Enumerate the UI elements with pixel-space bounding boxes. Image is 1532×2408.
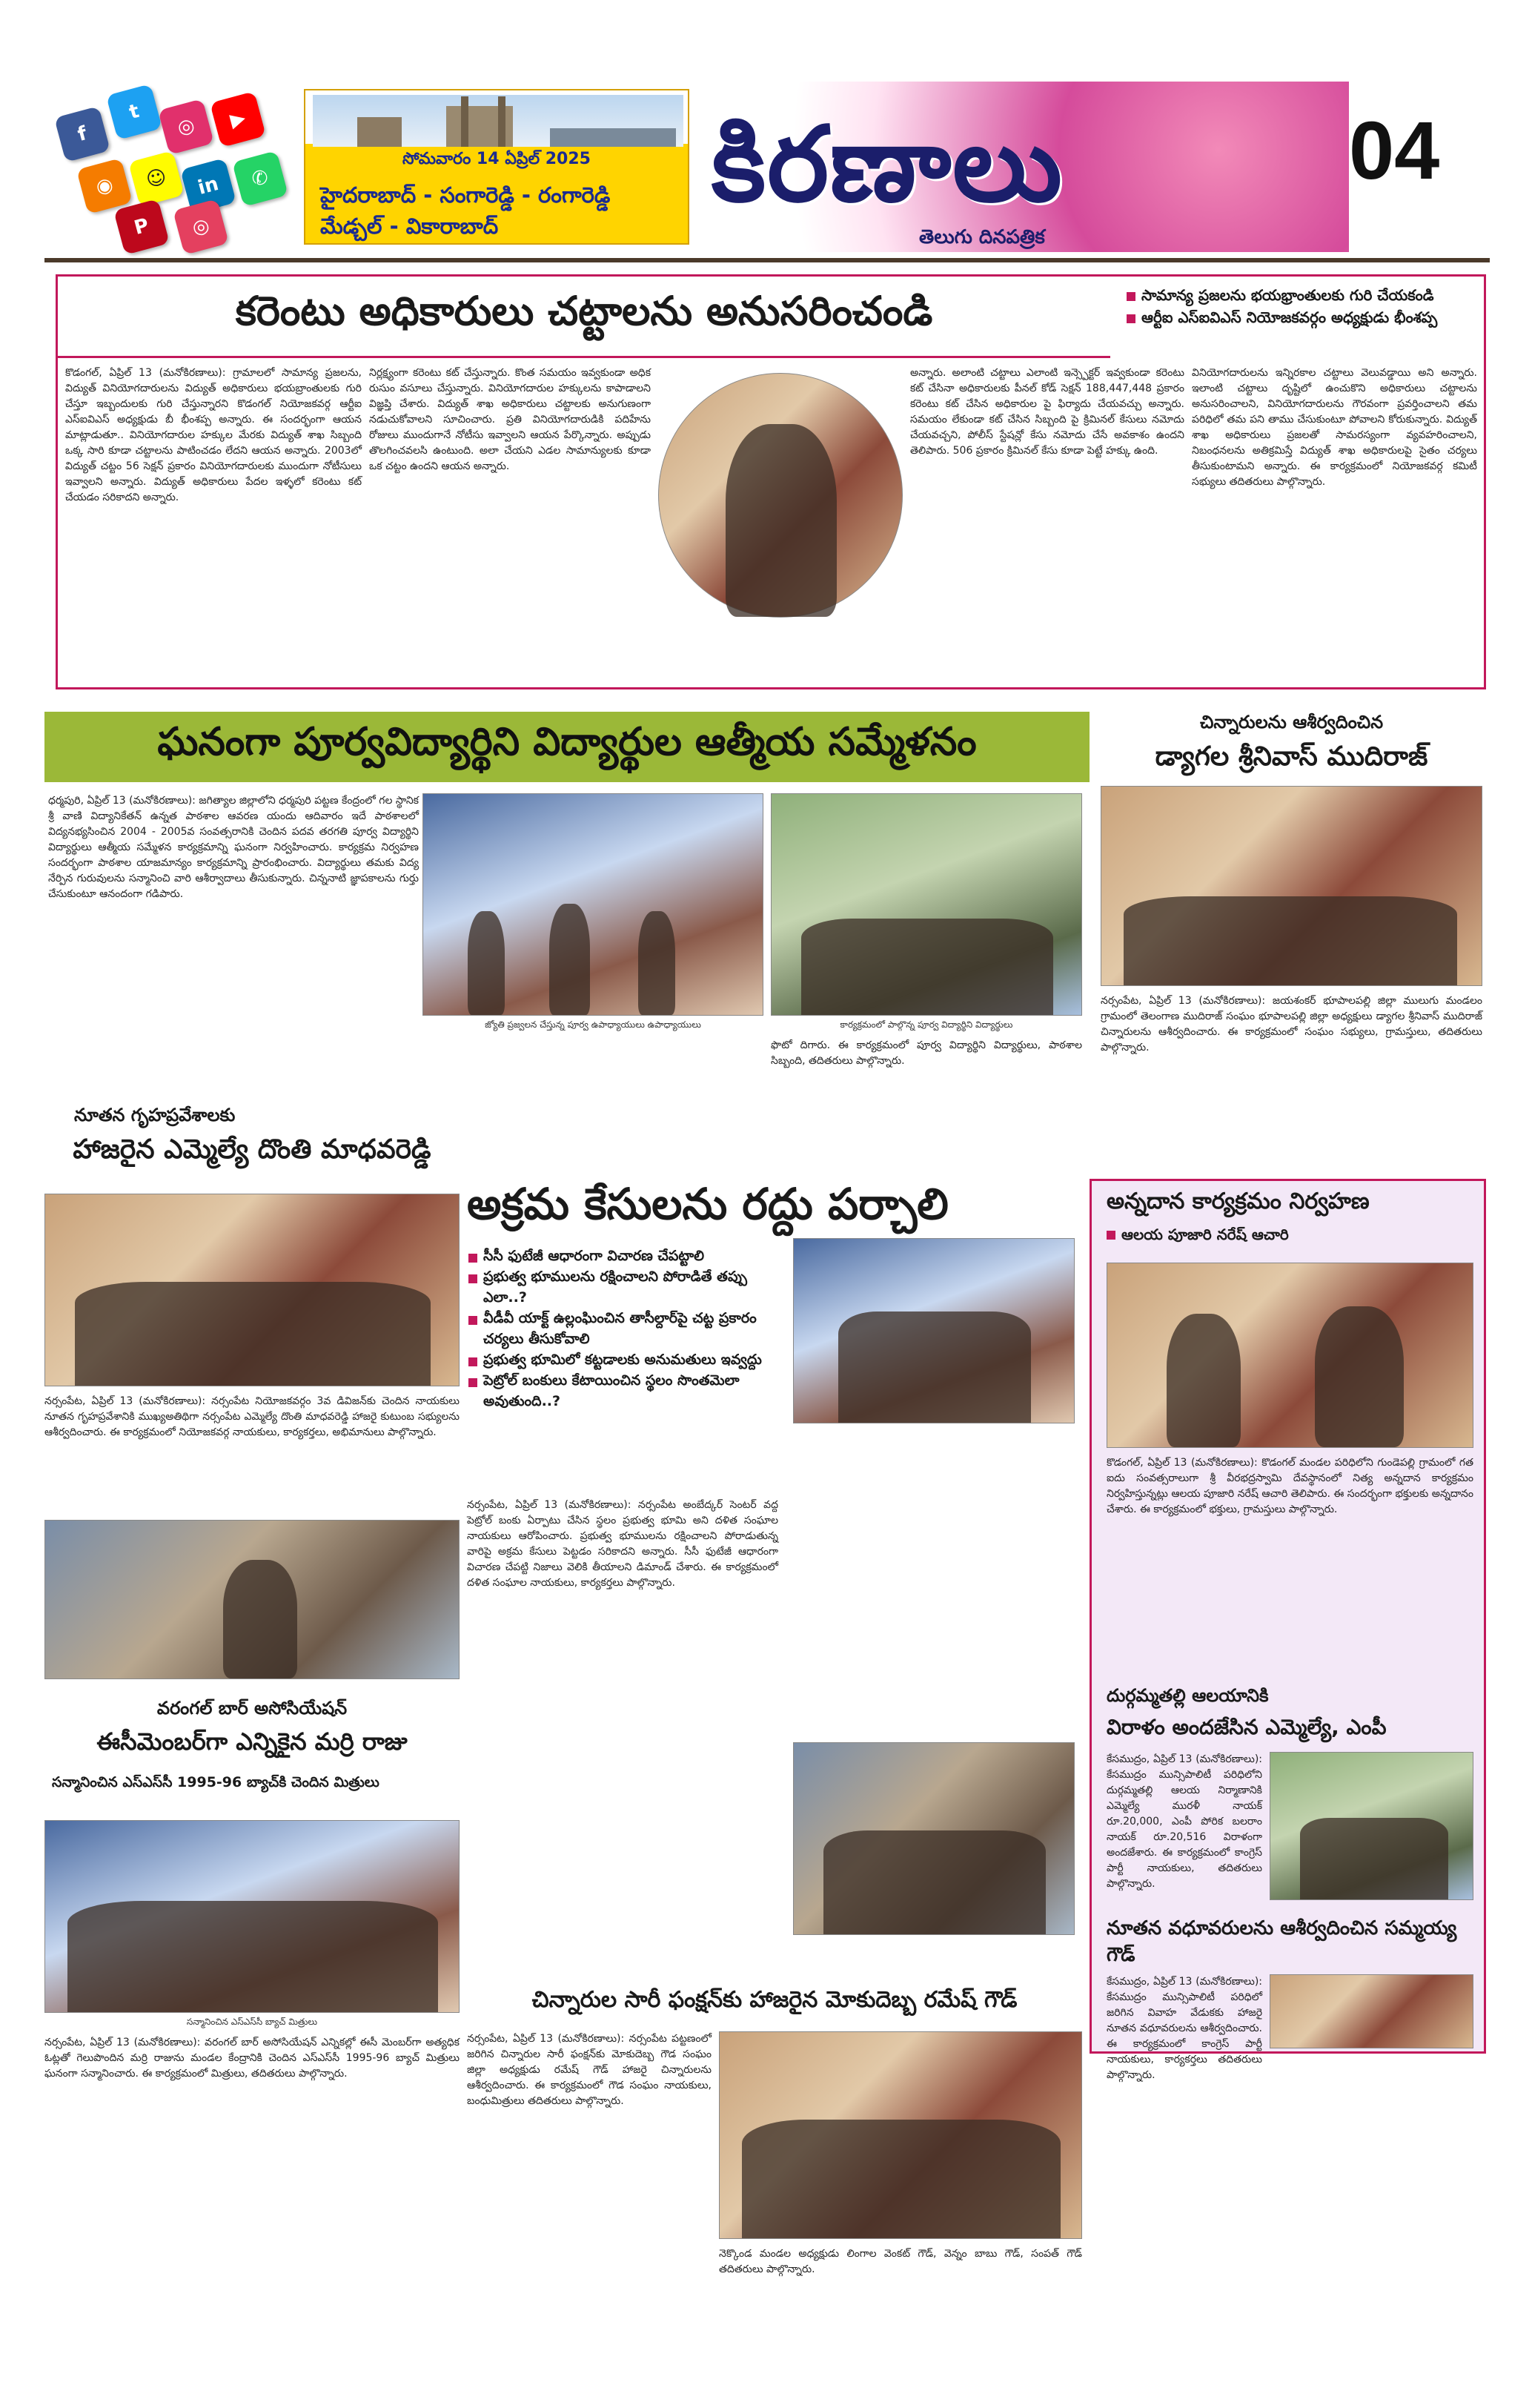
story-temple-kicker: దుర్గమ్మతల్లి ఆలయానికి [1107,1685,1269,1706]
story-false-cases-points [467,1246,786,1490]
bar-photo-caption: సన్మానించిన ఎస్ఎస్‌సీ బ్యాచ్ మిత్రులు [44,2017,460,2029]
cities-line-2: మేడ్చల్ - వికారాబాద్ [320,214,499,239]
blessing-photo [1101,786,1482,986]
page-number: 04 [1349,105,1440,196]
point-bullet: ప్రభుత్వ భూమిలో కట్టడాలకు అనుమతులు ఇవ్వద్దు [467,1349,786,1370]
story-alumni-body-2: ఫొటో దిగారు. ఈ కార్యక్రమంలో పూర్వ విద్యార్థిని విద్యార్థులు, పాఠశాల సిబ్బంది, తదితరులు పాల్గొన్నారు. [771,1039,1082,1067]
story-housewarming-kicker: నూతన గృహప్రవేశాలకు [74,1105,236,1125]
story-housewarming-body: నర్సంపేట, ఏప్రిల్ 13 (మనోకిరణాలు): నర్సంపేట నియోజకవర్గం 3వ డివిజన్‌కు చెందిన నాయకులు నూతన గృహప్రవేశానికి ముఖ్యఅతిథిగా నర్సంపేట ఎమ్మెల్యే దొంతి మాధవరెడ్డి హాజరై కుటుంబ సభ్యులను ఆశీర్వదించారు. ఈ కార్యక్రమంలో నియోజకవర్గ నాయకులు, కార్యకర్తలు, అభిమానులు పాల్గొన్నారు. [44,1395,460,1438]
story-bar-kicker: వరంగల్ బార్ అసోసియేషన్ [156,1698,348,1719]
story-bar-subhead: సన్మానించిన ఎస్ఎస్‌సీ 1995-96 బ్యాచ్‌కి చెందిన మిత్రులు [52,1774,379,1790]
story-electricity-col3: అన్నారు. అలాంటి చట్టాలు ఎలాంటి ఇన్స్పెక్టర్ ఇవ్వకుండా కరెంటు కట్ చేసినా అధికారులకు పీనల్ కోడ్ సెక్షన్ 188,447,448 ప్రకారం కరెంటు కట్ చేసిన అధికారుల పై ఫిర్యాదు చేయవచ్చు అన్నారు. సమయం లేకుండా కట్ చేసిన సిబ్బంది పై క్రిమినల్ కేసులు నమోదు చేయవచ్చని, పోలీస్ స్టేషన్లో కేసు నమోదు చేసే అవకాశం ఉందని తెలిపారు. 506 ప్రకారం క్రిమినల్ కేసు కూడా పెట్టే హక్కు ఉంది. [910,367,1184,457]
story-electricity-subheads [1125,284,1473,358]
story-annadanam-body: కొడంగల్, ఏప్రిల్ 13 (మనోకిరణాలు): కొడంగల్ మండల పరిధిలోని గుండెపల్లి గ్రామంలో గత ఐదు సంవత్సరాలుగా శ్రీ వీరభద్రస్వామి దేవస్థానంలో నిత్య అన్నదాన కార్యక్రమం నిర్వహిస్తున్నట్లు ఆలయ పూజారి నరేష్ ఆచారి తెలిపారు. ఈ సందర్భంగా భక్తులకు అన్నదానం చేశారు. ఈ కార్యక్రమంలో భక్తులు, గ్రామస్తులు పాల్గొన్నారు. [1107,1457,1473,1515]
story-electricity-col4: వినియోగదారులను ఇన్నిరకాల చట్టాలు వెలువడ్డాయి అని అన్నారు. ఇలాంటి చట్టాలు దృష్టిలో ఉంచుకొని అధికారులు చట్టాలను అనుసరించాలని, వినియోగదారులను గౌరవంగా ప్రవర్తించాలని తమ పరిధిలో తమ పని తాము చేసుకుంటూ పోవాలని కోరుకున్నారు. విద్యుత్ శాఖ అధికారులు ప్రజలతో సామరస్యంగా వ్యవహరించాలని, నిబంధనలను అతిక్రమిస్తే విద్యుత్ శాఖ అధికారులపై సైతం చర్యలు తీసుకుంటామని అన్నారు. ఈ కార్యక్రమంలో నియోజకవర్గ కమిటీ సభ్యులు తదితరులు పాల్గొన్నారు. [1192,367,1477,488]
story-electricity-col2: నిర్లక్ష్యంగా కరెంటు కట్ చేస్తున్నారు. కొంత సమయం ఇవ్వకుండా అధిక రుసుం వసూలు చేస్తున్నారు. వినియోగదారుల హక్కులను కాపాడాలని విజ్ఞప్తి చేశారు. విద్యుత్ శాఖ అధికారులు చట్టాలకు అనుగుణంగా నడుచుకోవాలని సూచించారు. ప్రతి వినియోగదారుడికి పదిహేను రోజులు ముందుగానే నోటీసు ఇవ్వాలని ఆయన పేర్కొన్నారు. అప్పుడు తొలగించవలసి ఉంటుంది. అలా చేయని ఎడల సామాన్యులకు కూడా ఒక చట్టం ఉందని ఆయన అన్నారు. [369,367,651,472]
story-wedding-body: కేసముద్రం, ఏప్రిల్ 13 (మనోకిరణాలు): కేసముద్రం మున్సిపాలిటీ పరిధిలో జరిగిన వివాహ వేడుకకు హాజరై నూతన వధూవరులను ఆశీర్వదించారు. ఈ కార్యక్రమంలో కాంగ్రెస్ పార్టీ నాయకులు, కార్యకర్తలు తదితరులు పాల్గొన్నారు. [1107,1976,1262,2081]
story-electricity-header [58,277,1110,358]
point-bullet: సీసీ ఫుటేజీ ఆధారంగా విచారణ చేపట్టాలి [467,1246,786,1266]
story-housewarming [44,1105,460,1683]
instagram-icon: ◎ [158,99,214,155]
subhead-bullet: సామాన్య ప్రజలను భయభ్రాంతులకు గురి చేయకండి [1125,284,1473,306]
city-skyline-image [313,95,683,147]
issue-date: సోమవారం 14 ఏప్రిల్ 2025 [402,150,591,168]
story-annadanam [1090,1179,1486,2081]
story-wedding-headline: నూతన వధూవరులను ఆశీర్వదించిన సమ్మయ్య గౌడ్ [1107,1917,1457,1966]
linkedin-icon: in [180,158,236,214]
story-false-cases-body: నర్సంపేట, ఏప్రిల్ 13 (మనోకిరణాలు): నర్సంపేట అంబేద్కర్ సెంటర్ వద్ద పెట్రోల్ బంకు ఏర్పాటు చేసిన స్థలం ప్రభుత్వ భూమి అని దళిత సంఘాల నాయకులు ఆరోపించారు. ప్రభుత్వ భూములను రక్షించాలని పోరాడుతున్న వారిపై అక్రమ కేసులు పెట్టడం సరికాదని అన్నారు. సీసీ ఫుటేజీ ఆధారంగా విచారణ చేపట్టి నిజాలు వెలికి తీయాలని డిమాండ్ చేశారు. ఈ కార్యక్రమంలో దళిత సంఘాల నాయకులు, కార్యకర్తలు పాల్గొన్నారు. [467,1499,778,1589]
story-false-cases-headline: అక్రమ కేసులను రద్దు పర్చాలి [467,1179,949,1229]
story-saree-function [467,1987,1082,2402]
subhead-bullet: ఆర్టీఐ ఎస్ఐవిఎస్ నియోజకవర్గం అధ్యక్షుడు భీంశప్ప [1125,306,1473,328]
story-temple-headline: విరాళం అందజేసిన ఎమ్మెల్యే, ఎంపీ [1107,1715,1387,1739]
story-electricity-col1: కొడంగల్, ఏప్రిల్ 13 (మనోకిరణాలు): గ్రామాలలో సామాన్య ప్రజలను, విద్యుత్ వినియోగదారులను విద్యుత్ అధికారులు భయబ్రాంతులకు గురి చేస్తూ ఇబ్బందులకు గురి చేస్తున్నారని కొడంగల్ నియోజకవర్గ ఆర్టీఐ ఎస్ఐవిఎస్ అధ్యక్షుడు బీ భీంశప్ప అన్నారు. ఈ సందర్భంగా ఆయన మాట్లాడుతూ.. వినియోగదారుల హక్కుల మేరకు విద్యుత్ శాఖ సిబ్బంది ఒక్క సారి కూడా చట్టాలను పాటించడం లేదని ఆయన అన్నారు. 2003లో విద్యుత్ చట్టం 56 సెక్షన్ ప్రకారం వినియోగదారులకు ముందుగా నోటీసులు ఇవ్వాలని అన్నారు. విద్యుత్ అధికారులు పేదల ఇళ్ళలో కరెంటు కట్ చేయడం సరికాదని అన్నారు. [65,367,362,503]
alumni-photo-1 [422,793,763,1016]
story-electricity [56,274,1486,689]
cities-line-1: హైదరాబాద్ - సంగారెడ్డి - రంగారెడ్డి [320,182,611,208]
temple-donation-photo [1270,1752,1473,1900]
story-alumni-meet [44,712,1090,1097]
point-bullet: వీడీవీ యాక్ట్ ఉల్లంఘించిన తాసీల్దార్‌పై చట్ట ప్రకారం చర్యలు తీసుకోవాలి [467,1308,786,1349]
saree-photo-caption: నెక్కొండ మండల అధ్యక్షుడు లింగాల వెంకట్ గౌడ్, వెన్నం బాబు గౌడ్, సంపత్ గౌడ్ తదితరులు పాల్గొన్నారు. [719,2248,1082,2275]
wedding-photo [1270,1974,1473,2048]
story-blessing-headline: డ్యాగల శ్రీనివాస్ ముదిరాజ్ [1155,741,1428,772]
twitter-icon: t [106,84,162,140]
story-temple-body: కేసముద్రం, ఏప్రిల్ 13 (మనోకిరణాలు): కేసముద్రం మున్సిపాలిటీ పరిధిలోని దుర్గమ్మతల్లి ఆలయ నిర్మాణానికి ఎమ్మెల్యే మురళీ నాయక్ రూ.20,000, ఎంపీ పోరిక బలరాం నాయక్ రూ.20,516 విరాళంగా అందజేశారు. ఈ కార్యక్రమంలో కాంగ్రెస్ పార్టీ నాయకులు, తదితరులు పాల్గొన్నారు. [1107,1753,1262,1890]
alumni-photo-1-caption: జ్యోతి ప్రజ్వలన చేస్తున్న పూర్వ ఉపాధ్యాయులు ఉపాధ్యాయులు [430,1019,756,1032]
youtube-icon: ▶ [210,91,266,148]
masthead-divider [44,258,1490,262]
annadanam-photo [1107,1263,1473,1448]
annadanam-subhead: ఆలయ పూజారి నరేష్ ఆచారి [1121,1226,1289,1243]
protest-photo-1 [793,1238,1075,1423]
bullet-marker [1107,1231,1115,1240]
rss-icon: ◉ [76,158,133,214]
story-alumni-header [44,712,1090,782]
story-annadanam-headline: అన్నదాన కార్యక్రమం నిర్వహణ [1107,1188,1370,1214]
story-electricity-headline: కరెంటు అధికారులు చట్టాలను అనుసరించండి [235,288,933,334]
story-blessing-children [1097,712,1486,1171]
person-photo [658,373,903,618]
newspaper-logo [697,82,1349,252]
paper-name: కిరణాలు [712,104,1064,225]
story-saree-body: నర్సంపేట, ఏప్రిల్ 13 (మనోకిరణాలు): నర్సంపేట పట్టణంలో జరిగిన చిన్నారుల సారీ ఫంక్షన్‌కు మోకుదెబ్బ గౌడ సంఘం జిల్లా అధ్యక్షుడు రమేష్ గౌడ్ హాజరై చిన్నారులను ఆశీర్వదించారు. ఈ కార్యక్రమంలో గౌడ సంఘం నాయకులు, బంధుమిత్రులు తదితరులు పాల్గొన్నారు. [467,2033,712,2107]
story-blessing-kicker: చిన్నారులను ఆశీర్వదించిన [1199,712,1384,732]
whatsapp-icon: ✆ [232,150,288,207]
story-bar-association [44,1698,460,2402]
alumni-photo-2 [771,793,1082,1016]
bar-felicitation-photo [44,1820,460,2013]
protest-photo-2 [793,1742,1075,1935]
story-alumni-body: ధర్మపురి, ఏప్రిల్ 13 (మనోకిరణాలు): జగిత్యాల జిల్లాలోని ధర్మపురి పట్టణ కేంద్రంలో గల స్థానిక శ్రీ వాణి విద్యానికేతన్ ఉన్నత పాఠశాల ఆవరణ యందు ఆదివారం ఇదే పాఠశాలలో విద్యనభ్యసించిన 2004 - 2005వ సంవత్సరానికి చెందిన పదవ తరగతి పూర్వ విద్యార్థిని విద్యార్థులు ఆత్మీయ సమ్మేళన కార్యక్రమాన్ని ఘనంగా నిర్వహించారు. కార్యక్రమ నిర్వహణ సందర్భంగా పాఠశాల యాజమాన్యం కార్యక్రమాన్ని ప్రారంభించారు. విద్యార్థులు తమకు విద్య నేర్పిన గురువులను సన్మానించి వారి ఆశీర్వాదాలు తీసుకున్నారు. చిన్ననాటి జ్ఞాపకాలను గుర్తు చేసుకుంటూ ఆనందంగా గడిపారు. [48,795,419,900]
housewarming-photo-2 [44,1520,460,1679]
story-blessing-body: నర్సంపేట, ఏప్రిల్ 13 (మనోకిరణాలు): జయశంకర్ భూపాలపల్లి జిల్లా ములుగు మండలం గ్రామంలో తెలంగాణ ముదిరాజ్ సంఘం భూపాలపల్లి జిల్లా అధ్యక్షులు డ్యాగల శ్రీనివాస్ ముదిరాజ్ చిన్నారులను ఆశీర్వదించారు. ఈ కార్యక్రమంలో సంఘం సభ్యులు, గ్రామస్తులు, తదితరులు పాల్గొన్నారు. [1101,995,1482,1054]
point-bullet: ప్రభుత్వ భూములను రక్షించాలని పోరాడితే తప్పు ఎలా..? [467,1266,786,1308]
story-alumni-headline: ఘనంగా పూర్వవిద్యార్థిని విద్యార్థుల ఆత్మీయ సమ్మేళనం [157,720,977,764]
point-bullet: పెట్రోల్ బంకులు కేటాయించిన స్థలం సొంతమెలా అవుతుంది..? [467,1370,786,1412]
housewarming-photo-1 [44,1194,460,1386]
story-annadanam-bullet [1107,1226,1289,1247]
instagram-icon-2: ◎ [173,199,229,255]
snapchat-icon: ☺ [128,150,185,207]
pinterest-icon: P [113,199,170,255]
social-media-graphic [52,82,296,252]
masthead [0,0,1532,252]
paper-tagline: తెలుగు దినపత్రిక [919,226,1045,248]
saree-function-photo [719,2031,1082,2239]
facebook-icon: f [54,106,110,162]
story-housewarming-headline: హాజరైన ఎమ్మెల్యే దొంతి మాధవరెడ్డి [73,1134,431,1165]
date-banner [304,89,689,245]
story-bar-body: నర్సంపేట, ఏప్రిల్ 13 (మనోకిరణాలు): వరంగల్ బార్ అసోసియేషన్ ఎన్నికల్లో ఈసీ మెంబర్‌గా అత్యధిక ఓట్లతో గెలుపొందిన మర్రి రాజును మండల కేంద్రానికి చెందిన ఎస్ఎస్‌సీ 1995-96 బ్యాచ్ మిత్రులు ఘనంగా సన్మానించారు. ఈ కార్యక్రమంలో మిత్రులు, తదితరులు పాల్గొన్నారు. [44,2037,460,2080]
edition-cities [305,179,688,242]
alumni-photo-2-caption: కార్యక్రమంలో పాల్గొన్న పూర్వ విద్యార్థిని విద్యార్థులు [778,1019,1075,1032]
story-saree-headline: చిన్నారుల సారీ ఫంక్షన్‌కు హాజరైన మోకుదెబ్బ రమేష్ గౌడ్ [531,1987,1018,2013]
story-bar-headline: ఈసీమెంబర్‌గా ఎన్నికైన మర్రి రాజు [96,1727,408,1756]
